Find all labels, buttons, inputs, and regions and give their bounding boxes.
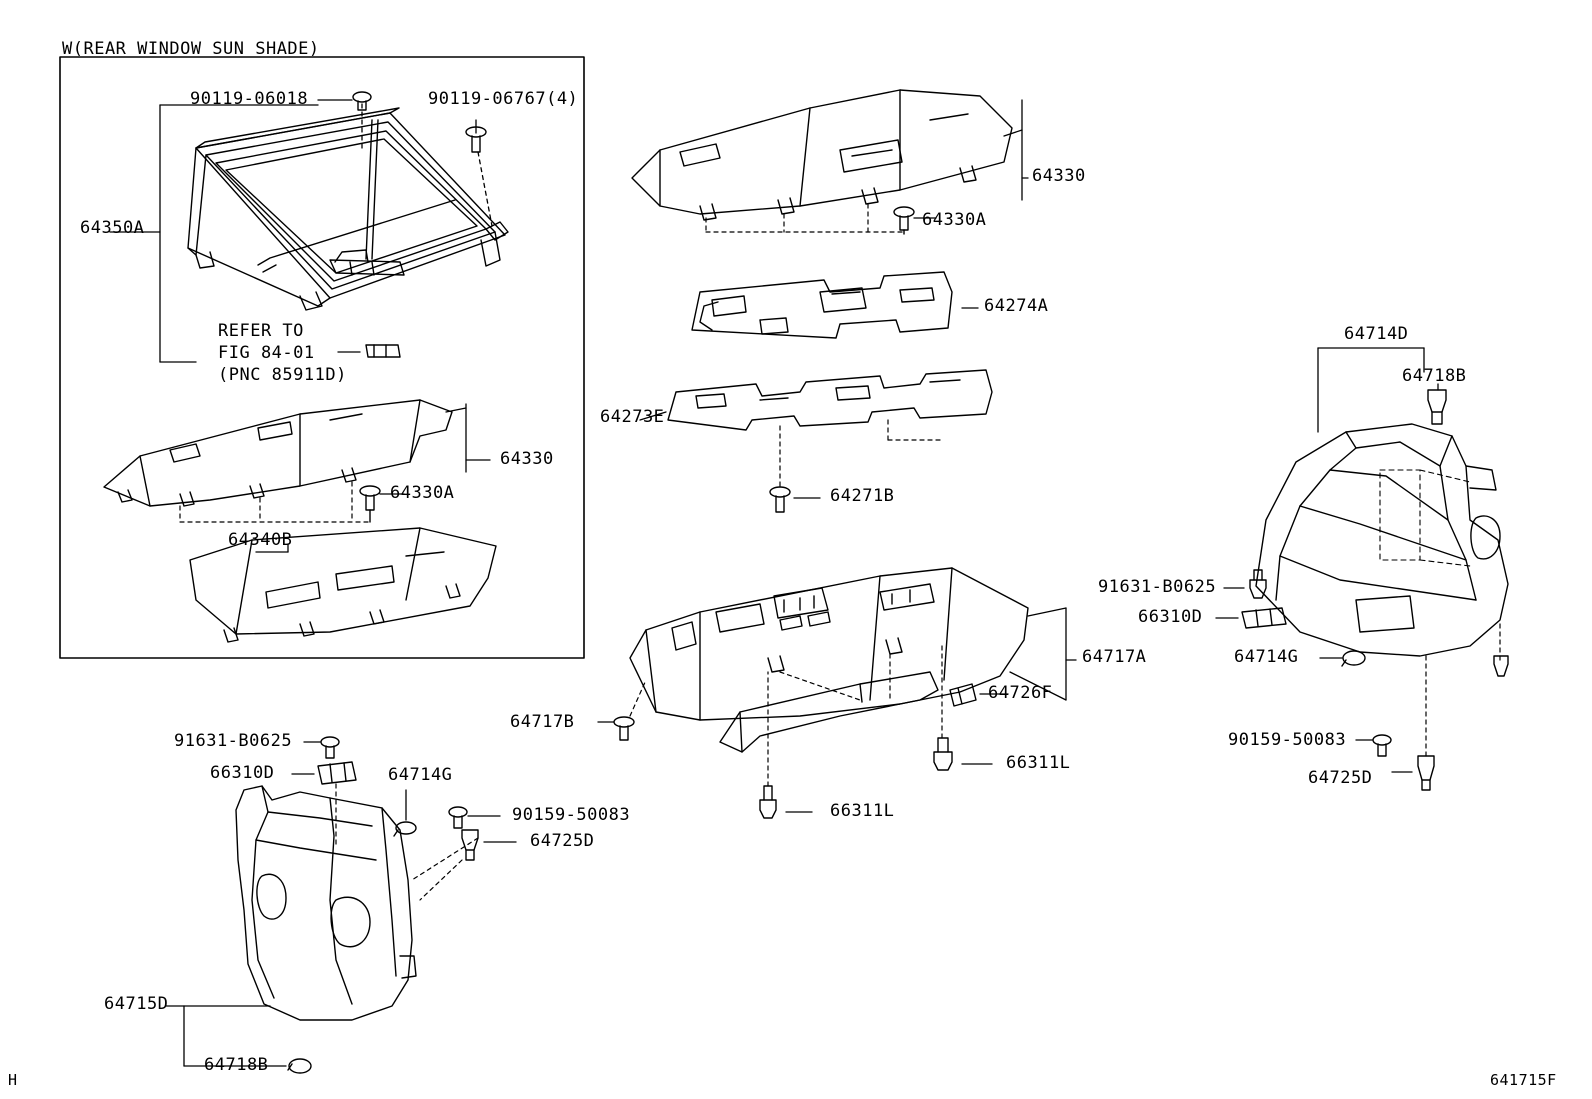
callout-91631-B0625-right: 91631-B0625 — [1098, 577, 1217, 597]
callout-90159-50083-left: 90159-50083 — [512, 805, 631, 825]
callout-66310D-left: 66310D — [210, 763, 275, 783]
callout-90119-06767: 90119-06767(4) — [428, 89, 579, 109]
callout-64718B-left: 64718B — [204, 1055, 269, 1075]
callout-90119-06018: 90119-06018 — [190, 89, 309, 109]
callout-64330-top: 64330 — [1032, 166, 1086, 186]
group-note: W(REAR WINDOW SUN SHADE) — [62, 39, 320, 59]
callout-64715D: 64715D — [104, 994, 169, 1014]
callout-66311L-right: 66311L — [1006, 753, 1071, 773]
callout-64725D-right: 64725D — [1308, 768, 1373, 788]
callout-64717B: 64717B — [510, 712, 575, 732]
corner-mark: H — [8, 1071, 18, 1089]
callout-90159-50083-right: 90159-50083 — [1228, 730, 1347, 750]
refer-to-line2: FIG 84-01 — [218, 343, 315, 363]
callout-64271B: 64271B — [830, 486, 895, 506]
callout-64340B: 64340B — [228, 530, 293, 550]
callout-64718B-right: 64718B — [1402, 366, 1467, 386]
callout-64330-left: 64330 — [500, 449, 554, 469]
callout-64350A: 64350A — [80, 218, 145, 238]
callout-64714D: 64714D — [1344, 324, 1409, 344]
callout-66311L-center: 66311L — [830, 801, 895, 821]
callout-64725D-left: 64725D — [530, 831, 595, 851]
callout-64274A: 64274A — [984, 296, 1049, 316]
callout-64717A: 64717A — [1082, 647, 1147, 667]
callout-64330A-left: 64330A — [390, 483, 455, 503]
callout-64330A-top: 64330A — [922, 210, 987, 230]
callout-64714G-left: 64714G — [388, 765, 453, 785]
callout-64273E: 64273E — [600, 407, 665, 427]
callout-64726F: 64726F — [988, 683, 1053, 703]
callout-64714G-right: 64714G — [1234, 647, 1299, 667]
refer-to-line1: REFER TO — [218, 321, 304, 341]
callout-91631-B0625-left: 91631-B0625 — [174, 731, 293, 751]
figure-code: 641715F — [1490, 1071, 1557, 1089]
refer-to-line3: (PNC 85911D) — [218, 365, 347, 385]
callout-66310D-right: 66310D — [1138, 607, 1203, 627]
